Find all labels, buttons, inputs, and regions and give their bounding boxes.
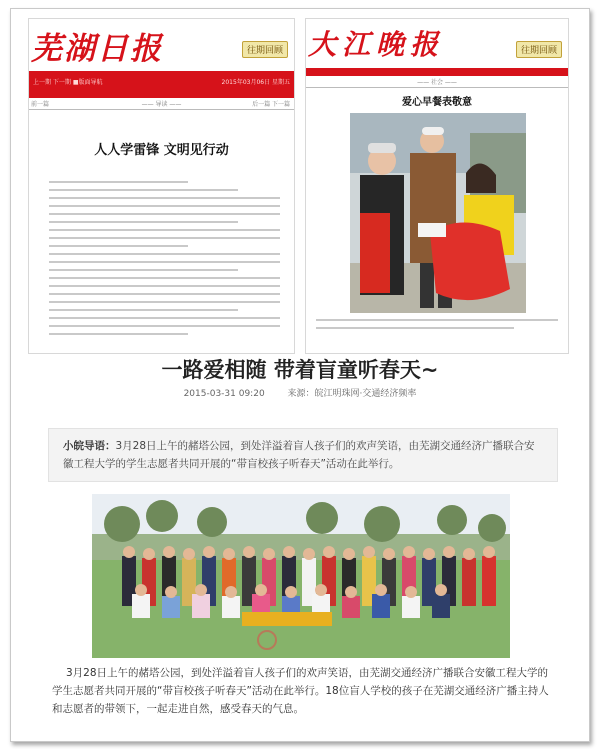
intro-text <box>63 437 545 473</box>
issue-date: 2015年03月06日 星期五 <box>221 79 290 86</box>
group-photo <box>92 494 510 658</box>
past-issues-button[interactable]: 往期回顾 <box>516 41 562 58</box>
section-label: —— 导读 —— <box>141 101 182 108</box>
breakfast-volunteers-photo <box>350 113 526 313</box>
intro-label: 小皖导语： <box>63 440 116 452</box>
red-nav-bar <box>306 68 568 76</box>
article-title: 一路爱相随 带着盲童听春天~ <box>161 358 439 382</box>
masthead-title: 大江晚报 <box>308 28 445 61</box>
right-newspaper-clipping <box>305 18 569 354</box>
issue-nav[interactable]: 上一期 下一期 ■版面导航 <box>33 79 103 86</box>
prev-article-link[interactable]: 前一篇 <box>31 101 50 108</box>
intro-content: 3月28日上午的赭塔公园，到处洋溢着盲人孩子们的欢声笑语，由芜湖交通经济广播联合安徽工程大学的学生志愿者共同开展的“带盲校孩子听春天”活动在此举行。 <box>63 440 535 470</box>
left-newspaper-clipping <box>28 18 295 354</box>
next-article-link[interactable]: 后一篇 下一篇 <box>252 101 290 108</box>
masthead <box>306 19 568 71</box>
intro-box <box>48 428 558 482</box>
article-headline: 人人学雷锋 文明见行动 <box>94 143 229 158</box>
masthead <box>29 19 294 71</box>
publish-datetime: 2015-03-31 09:20 <box>183 389 265 399</box>
photo-caption <box>316 319 558 335</box>
article-body-text <box>49 181 280 341</box>
masthead-title: 芜湖日报 <box>31 31 163 67</box>
red-nav-bar <box>29 71 294 98</box>
article-meta <box>0 386 600 399</box>
section-label: —— 社会 —— <box>417 79 457 86</box>
article-body: 3月28日上午的赭塔公园，到处洋溢着盲人孩子们的欢声笑语，由芜湖交通经济广播联合安徽工程大学的学生志愿者共同开展的“带盲校孩子听春天”活动在此举行。18位盲人学校的孩子在芜湖交通经济广播主持人和志愿者的带领下，一起走进自然，感受春天的气息。 <box>52 667 549 715</box>
sub-nav <box>29 99 294 110</box>
past-issues-button[interactable]: 往期回顾 <box>242 41 288 58</box>
sub-nav <box>306 77 568 88</box>
article-source: 来源：皖江明珠网·交通经济频率 <box>287 389 417 399</box>
article-headline: 爱心早餐表敬意 <box>402 97 472 108</box>
